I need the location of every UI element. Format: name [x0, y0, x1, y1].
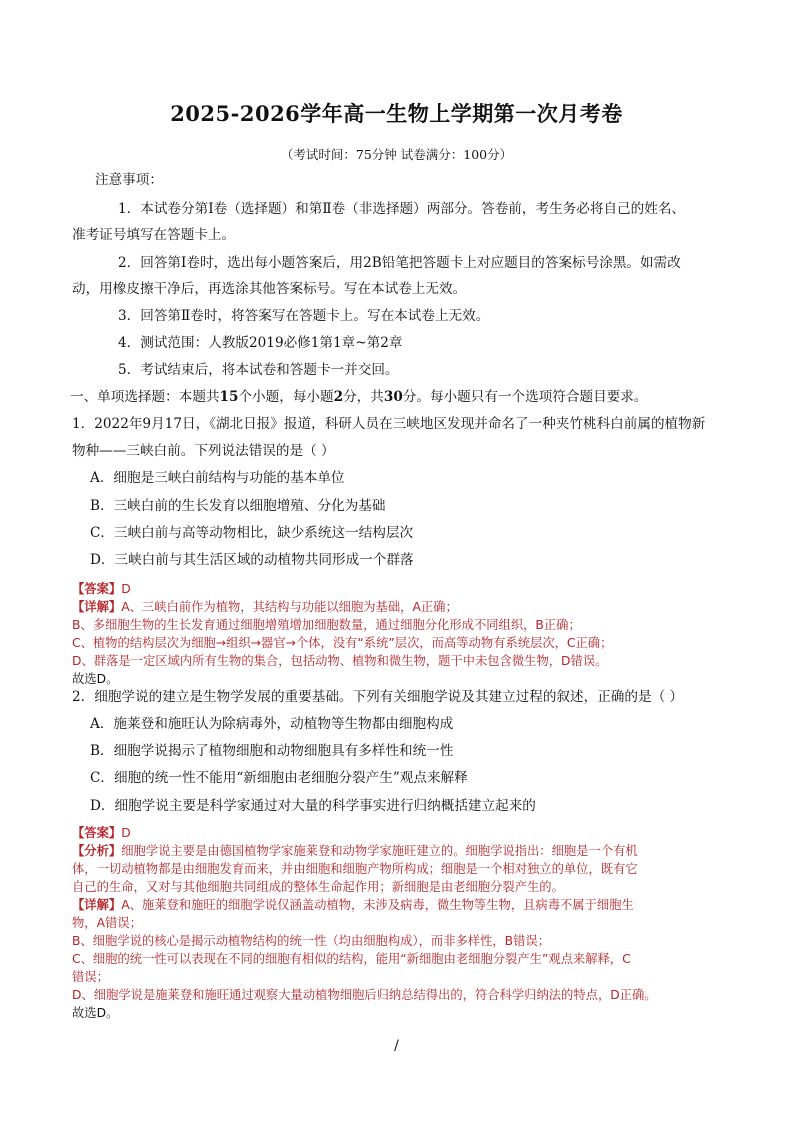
analysis-tag: 【分析】: [72, 844, 122, 858]
analysis-line: 体，一切动植物都是由细胞发育而来，并由细胞和细胞产物所构成；细胞是一个相对独立的单位，既有它: [72, 862, 638, 876]
option-a: A．细胞是三峡白前结构与功能的基本单位: [90, 470, 345, 486]
section-text: 分，共: [343, 389, 384, 405]
detail-conclusion: 故选D。: [72, 1006, 119, 1020]
section-heading: [70, 387, 647, 407]
page-number: /: [394, 1038, 399, 1054]
answer-tag: 【答案】: [72, 582, 122, 596]
notice-item: 5．考试结束后，将本试卷和答题卡一并交回。: [118, 362, 399, 378]
question-stem: 2．细胞学说的建立是生物学发展的重要基础。下列有关细胞学说及其建立过程的叙述，正确的是（ ）: [72, 689, 684, 705]
detail-text: A、施莱登和施旺的细胞学说仅涵盖动植物，未涉及病毒，微生物等生物，且病毒不属于细胞生: [121, 898, 634, 912]
option-d: D．三峡白前与其生活区域的动植物共同形成一个群落: [90, 552, 414, 568]
notice-item: 4．测试范围：人教版2019必修1第1章~第2章: [118, 335, 403, 351]
option-c: C．三峡白前与高等动物相比，缺少系统这一结构层次: [90, 525, 414, 541]
notice-item: 动，用橡皮擦干净后，再选涂其他答案标号。写在本试卷上无效。: [72, 281, 467, 297]
option-d: D．细胞学说主要是科学家通过对大量的科学事实进行归纳概括建立起来的: [90, 798, 536, 814]
analysis-line: 自己的生命，又对与其他细胞共同组成的整体生命起作用；新细胞是由老细胞分裂产生的。: [72, 880, 564, 894]
detail-line: D、细胞学说是施莱登和施旺通过观察大量动植物细胞后归纳总结得出的，符合科学归纳法的特点，D正确。: [72, 988, 657, 1002]
points-each: 2: [333, 389, 344, 405]
answer-line: [72, 824, 131, 842]
answer-line: [72, 580, 131, 598]
notice-item: 2．回答第Ⅰ卷时，选出每小题答案后，用2B铅笔把答题卡上对应题目的答案标号涂黑。如需改: [118, 255, 681, 271]
detail-line: B、细胞学说的核心是揭示动植物结构的统一性（均由细胞构成），而非多样性，B错误；: [72, 934, 551, 948]
notice-item: 准考证号填写在答题卡上。: [72, 227, 236, 243]
detail-text: A、三峡白前作为植物，其结构与功能以细胞为基础，A正确；: [121, 600, 458, 614]
detail-line: D、群落是一定区域内所有生物的集合，包括动物、植物和微生物，题干中未包含微生物，D错误。: [72, 654, 608, 668]
analysis-text: 细胞学说主要是由德国植物学家施莱登和动物学家施旺建立的。细胞学说指出：细胞是一个有机: [121, 844, 638, 858]
notice-heading: 注意事项：: [95, 172, 163, 188]
detail-line: 物，A错误；: [72, 916, 142, 930]
question-stem: 1．2022年9月17日，《湖北日报》报道，科研人员在三峡地区发现并命名了一种夹竹桃科白前属的植物新: [72, 416, 706, 432]
analysis-line: [72, 842, 638, 860]
option-c: C．细胞的统一性不能用“新细胞由老细胞分裂产生”观点来解释: [90, 770, 468, 786]
detail-tag: 【详解】: [72, 600, 122, 614]
exam-info: （考试时间：75分钟 试卷满分：100分）: [280, 147, 513, 162]
detail-tag: 【详解】: [72, 898, 122, 912]
detail-conclusion: 故选D。: [72, 672, 119, 686]
detail-line: B、多细胞生物的生长发育通过细胞增殖增加细胞数量，通过细胞分化形成不同组织，B正确；: [72, 618, 581, 632]
detail-line: [72, 598, 458, 616]
detail-line: 错误；: [72, 970, 109, 984]
section-text: 分。每小题只有一个选项符合题目要求。: [402, 389, 648, 405]
page-title: 2025-2026学年高一生物上学期第一次月考卷: [170, 101, 623, 126]
detail-line: C、细胞的统一性可以表现在不同的细胞有相似的结构，能用“新细胞由老细胞分裂产生”观点来解释，C: [72, 952, 631, 966]
option-b: B．细胞学说揭示了植物细胞和动物细胞具有多样性和统一性: [90, 743, 454, 759]
option-a: A．施莱登和施旺认为除病毒外，动植物等生物都由细胞构成: [90, 716, 454, 732]
section-text: 一、单项选择题：本题共: [70, 389, 220, 405]
notice-item: 1．本试卷分第Ⅰ卷（选择题）和第Ⅱ卷（非选择题）两部分。答卷前，考生务必将自己的姓名、: [118, 201, 686, 217]
answer-value: D: [121, 582, 131, 596]
question-stem: 物种——三峡白前。下列说法错误的是（ ）: [72, 443, 335, 459]
detail-line: C、植物的结构层次为细胞→组织→器官→个体，没有“系统”层次，而高等动物有系统层次，C正确；: [72, 636, 613, 650]
question-count: 15: [219, 389, 239, 405]
notice-item: 3．回答第Ⅱ卷时，将答案写在答题卡上。写在本试卷上无效。: [118, 308, 490, 324]
section-text: 个小题，每小题: [238, 389, 334, 405]
detail-line: [72, 896, 634, 914]
answer-value: D: [121, 826, 131, 840]
option-b: B．三峡白前的生长发育以细胞增殖、分化为基础: [90, 498, 386, 514]
points-total: 30: [383, 389, 403, 405]
answer-tag: 【答案】: [72, 826, 122, 840]
